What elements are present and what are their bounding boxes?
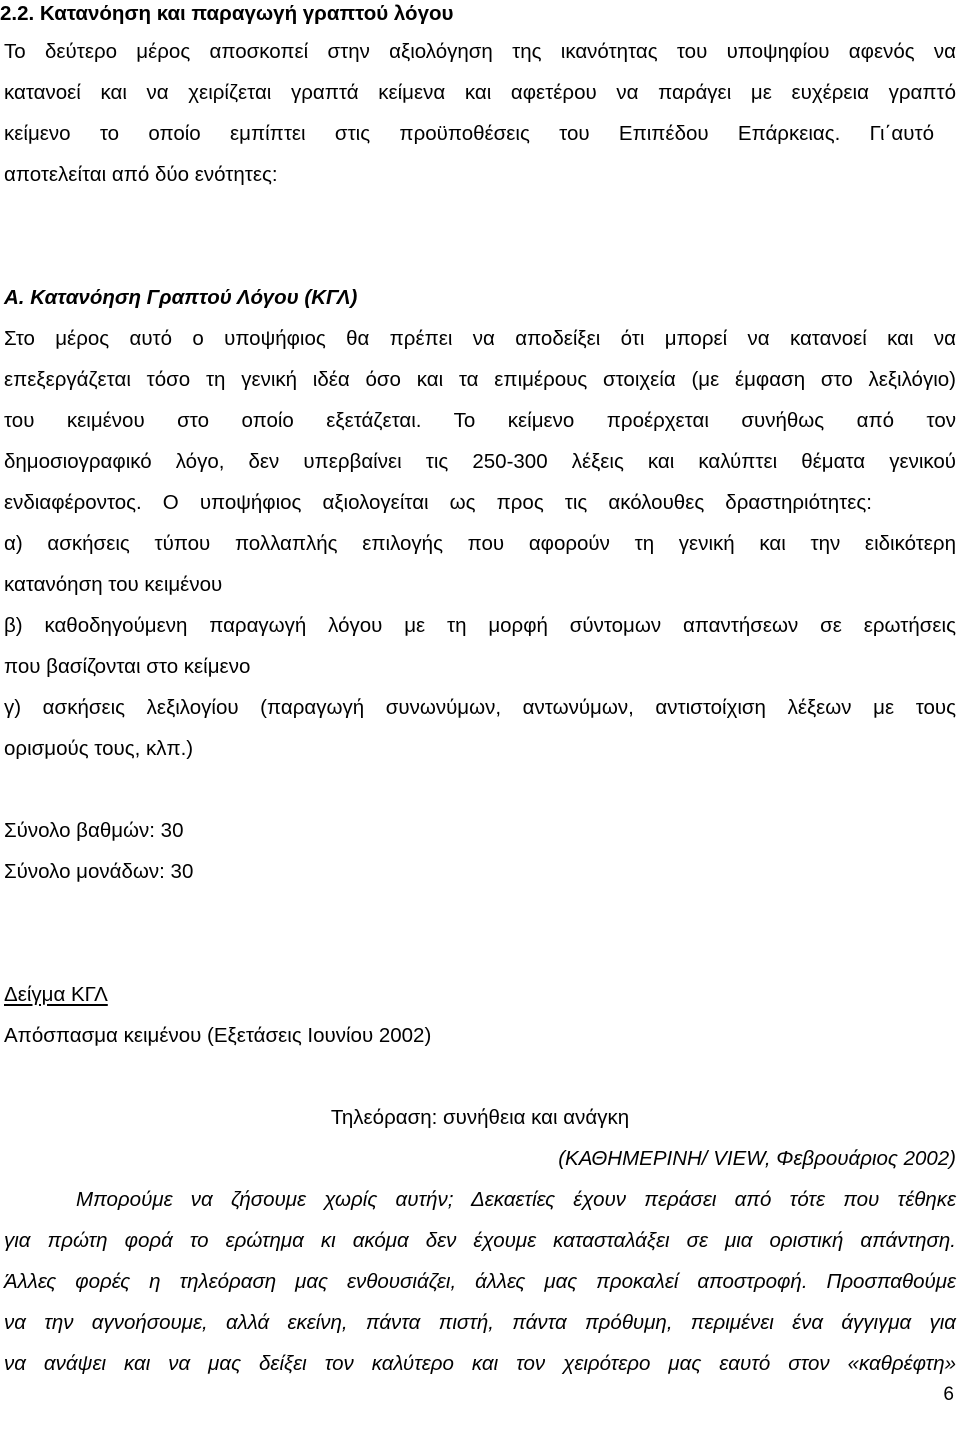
- activity-b-line-1: β) καθοδηγούμενη παραγωγή λόγου με τη μορφή σύντομων απαντήσεων σε ερωτήσεις: [4, 614, 956, 637]
- activity-a-line-1: α) ασκήσεις τύπου πολλαπλής επιλογής που αφορούν τη γενική και την ειδικότερη: [4, 532, 956, 555]
- part-a-line-3: του κειμένου στο οποίο εξετάζεται. Το κείμενο προέρχεται συνήθως από τον: [4, 409, 956, 432]
- part-a-line-5: ενδιαφέροντος. Ο υποψήφιος αξιολογείται ως προς τις ακόλουθες δραστηριότητες:: [4, 491, 872, 514]
- intro-line-4: αποτελείται από δύο ενότητες:: [4, 163, 278, 186]
- part-a-line-1: Στο μέρος αυτό ο υποψήφιος θα πρέπει να αποδείξει ότι μπορεί να κατανοεί και να: [4, 327, 956, 350]
- total-grades: Σύνολο βαθμών: 30: [4, 819, 184, 842]
- article-line-5: να ανάψει και να μας δείξει τον καλύτερο και τον χειρότερο μας εαυτό στον «καθρέφτη»: [4, 1352, 956, 1375]
- intro-line-1: Το δεύτερο μέρος αποσκοπεί στην αξιολόγηση της ικανότητας του υποψηφίου αφενός να: [4, 40, 956, 63]
- intro-line-3: κείμενο το οποίο εμπίπτει στις προϋποθέσεις του Επιπέδου Επάρκειας. Γι΄αυτό: [4, 122, 934, 145]
- page-number: 6: [943, 1384, 954, 1405]
- article-citation: (ΚΑΘΗΜΕΡΙΝΗ/ VIEW, Φεβρουάριος 2002): [558, 1147, 956, 1170]
- article-line-2: για πρώτη φορά το ερώτημα κι ακόμα δεν έχουμε κατασταλάξει σε μια οριστική απάντηση.: [4, 1229, 956, 1252]
- part-a-heading: Α. Κατανόηση Γραπτού Λόγου (ΚΓΛ): [4, 286, 358, 309]
- article-line-1: Μπορούμε να ζήσουμε χωρίς αυτήν; Δεκαετίες έχουν περάσει από τότε που τέθηκε: [76, 1188, 956, 1211]
- total-units: Σύνολο μονάδων: 30: [4, 860, 194, 883]
- sample-heading: Δείγμα ΚΓΛ: [4, 983, 108, 1006]
- activity-c-line-2: ορισμούς τους, κλπ.): [4, 737, 194, 760]
- activity-a-line-2: κατανόηση του κειμένου: [4, 573, 223, 596]
- intro-line-2: κατανοεί και να χειρίζεται γραπτά κείμενα και αφετέρου να παράγει με ευχέρεια γραπτό: [4, 81, 956, 104]
- activity-c-line-1: γ) ασκήσεις λεξιλογίου (παραγωγή συνωνύμων, αντωνύμων, αντιστοίχιση λέξεων με τους: [4, 696, 956, 719]
- part-a-line-4: δημοσιογραφικό λόγο, δεν υπερβαίνει τις 250-300 λέξεις και καλύπτει θέματα γενικού: [4, 450, 956, 473]
- section-heading: 2.2. Κατανόηση και παραγωγή γραπτού λόγου: [0, 2, 454, 25]
- part-a-line-2: επεξεργάζεται τόσο τη γενική ιδέα όσο και τα επιμέρους στοιχεία (με έμφαση στο λεξιλόγιο): [4, 368, 956, 391]
- article-line-4: να την αγνοήσουμε, αλλά εκείνη, πάντα πιστή, πάντα πρόθυμη, περιμένει ένα άγγιγμα για: [4, 1311, 956, 1334]
- sample-source: Απόσπασμα κειμένου (Εξετάσεις Ιουνίου 2002): [4, 1024, 432, 1047]
- article-line-3: Άλλες φορές η τηλεόραση μας ενθουσιάζει, άλλες μας προκαλεί αποστροφή. Προσπαθούμε: [4, 1270, 956, 1293]
- activity-b-line-2: που βασίζονται στο κείμενο: [4, 655, 251, 678]
- article-title: Τηλεόραση: συνήθεια και ανάγκη: [330, 1106, 630, 1129]
